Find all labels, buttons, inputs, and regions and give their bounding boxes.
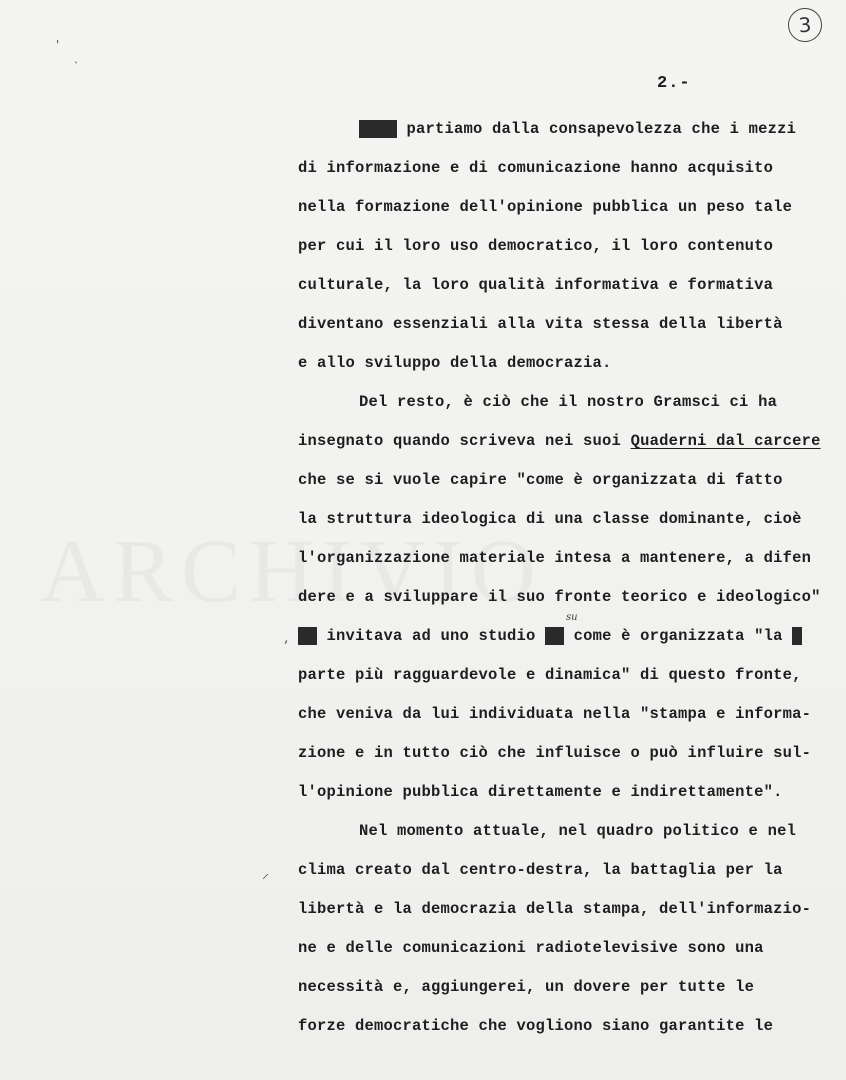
text-line: e allo sviluppo della democrazia.	[298, 354, 612, 372]
struck-word: di	[545, 627, 565, 645]
stray-mark: ˏ	[74, 50, 78, 64]
line-text: insegnato quando scriveva nei suoi	[298, 432, 631, 450]
text-line: parte più ragguardevole e dinamica" di questo fronte,	[298, 666, 802, 684]
text-line	[298, 432, 821, 450]
text-line: la struttura ideologica di una classe dominante, cioè	[298, 510, 802, 528]
text-line: Nel momento attuale, nel quadro politico e nel	[359, 822, 797, 840]
circled-page-number: 3	[787, 7, 823, 43]
text-line	[298, 627, 802, 645]
text-line: nella formazione dell'opinione pubblica un peso tale	[298, 198, 793, 216]
text-line: Del resto, è ciò che il nostro Gramsci ci ha	[359, 393, 778, 411]
struck-word: Oggi	[359, 120, 398, 138]
line-text: invitava ad uno studio	[317, 627, 546, 645]
text-line: l'opinione pubblica direttamente e indirettamente".	[298, 783, 783, 801]
struck-letter: p	[792, 627, 802, 645]
text-line: diventano essenziali alla vita stessa della libertà	[298, 315, 783, 333]
margin-mark: ,	[284, 630, 289, 646]
text-line: che se si vuole capire "come è organizzata di fatto	[298, 471, 783, 489]
text-line: necessità e, aggiungerei, un dovere per tutte le	[298, 978, 755, 996]
page-number: 2.-	[657, 74, 691, 93]
text-line: l'organizzazione materiale intesa a mantenere, a difen	[298, 549, 812, 567]
text-line: di informazione e di comunicazione hanno acquisito	[298, 159, 774, 177]
text-line: culturale, la loro qualità informativa e formativa	[298, 276, 774, 294]
text-line: che veniva da lui individuata nella "stampa e informa-	[298, 705, 812, 723]
watermark	[40, 520, 544, 623]
line-text: come è organizzata "la	[564, 627, 793, 645]
struck-word: ci	[298, 627, 318, 645]
text-line: per cui il loro uso democratico, il loro contenuto	[298, 237, 774, 255]
book-title: Quaderni dal carcere	[630, 432, 821, 450]
text-line: clima creato dal centro-destra, la battaglia per la	[298, 861, 783, 879]
text-line: dere e a sviluppare il suo fronte teorico e ideologico"	[298, 588, 821, 606]
text-line	[359, 120, 796, 138]
handwritten-insert: su	[566, 612, 578, 623]
text-line: forze democratiche che vogliono siano garantite le	[298, 1017, 774, 1035]
text-line: libertà e la democrazia della stampa, dell'informazio-	[298, 900, 812, 918]
margin-mark: ⸝	[262, 866, 269, 882]
text-line: ne e delle comunicazioni radiotelevisive sono una	[298, 939, 764, 957]
text-line: zione e in tutto ciò che influisce o può influire sul-	[298, 744, 812, 762]
stray-mark: '	[56, 38, 60, 52]
line-text: partiamo dalla consapevolezza che i mezzi	[397, 120, 797, 138]
